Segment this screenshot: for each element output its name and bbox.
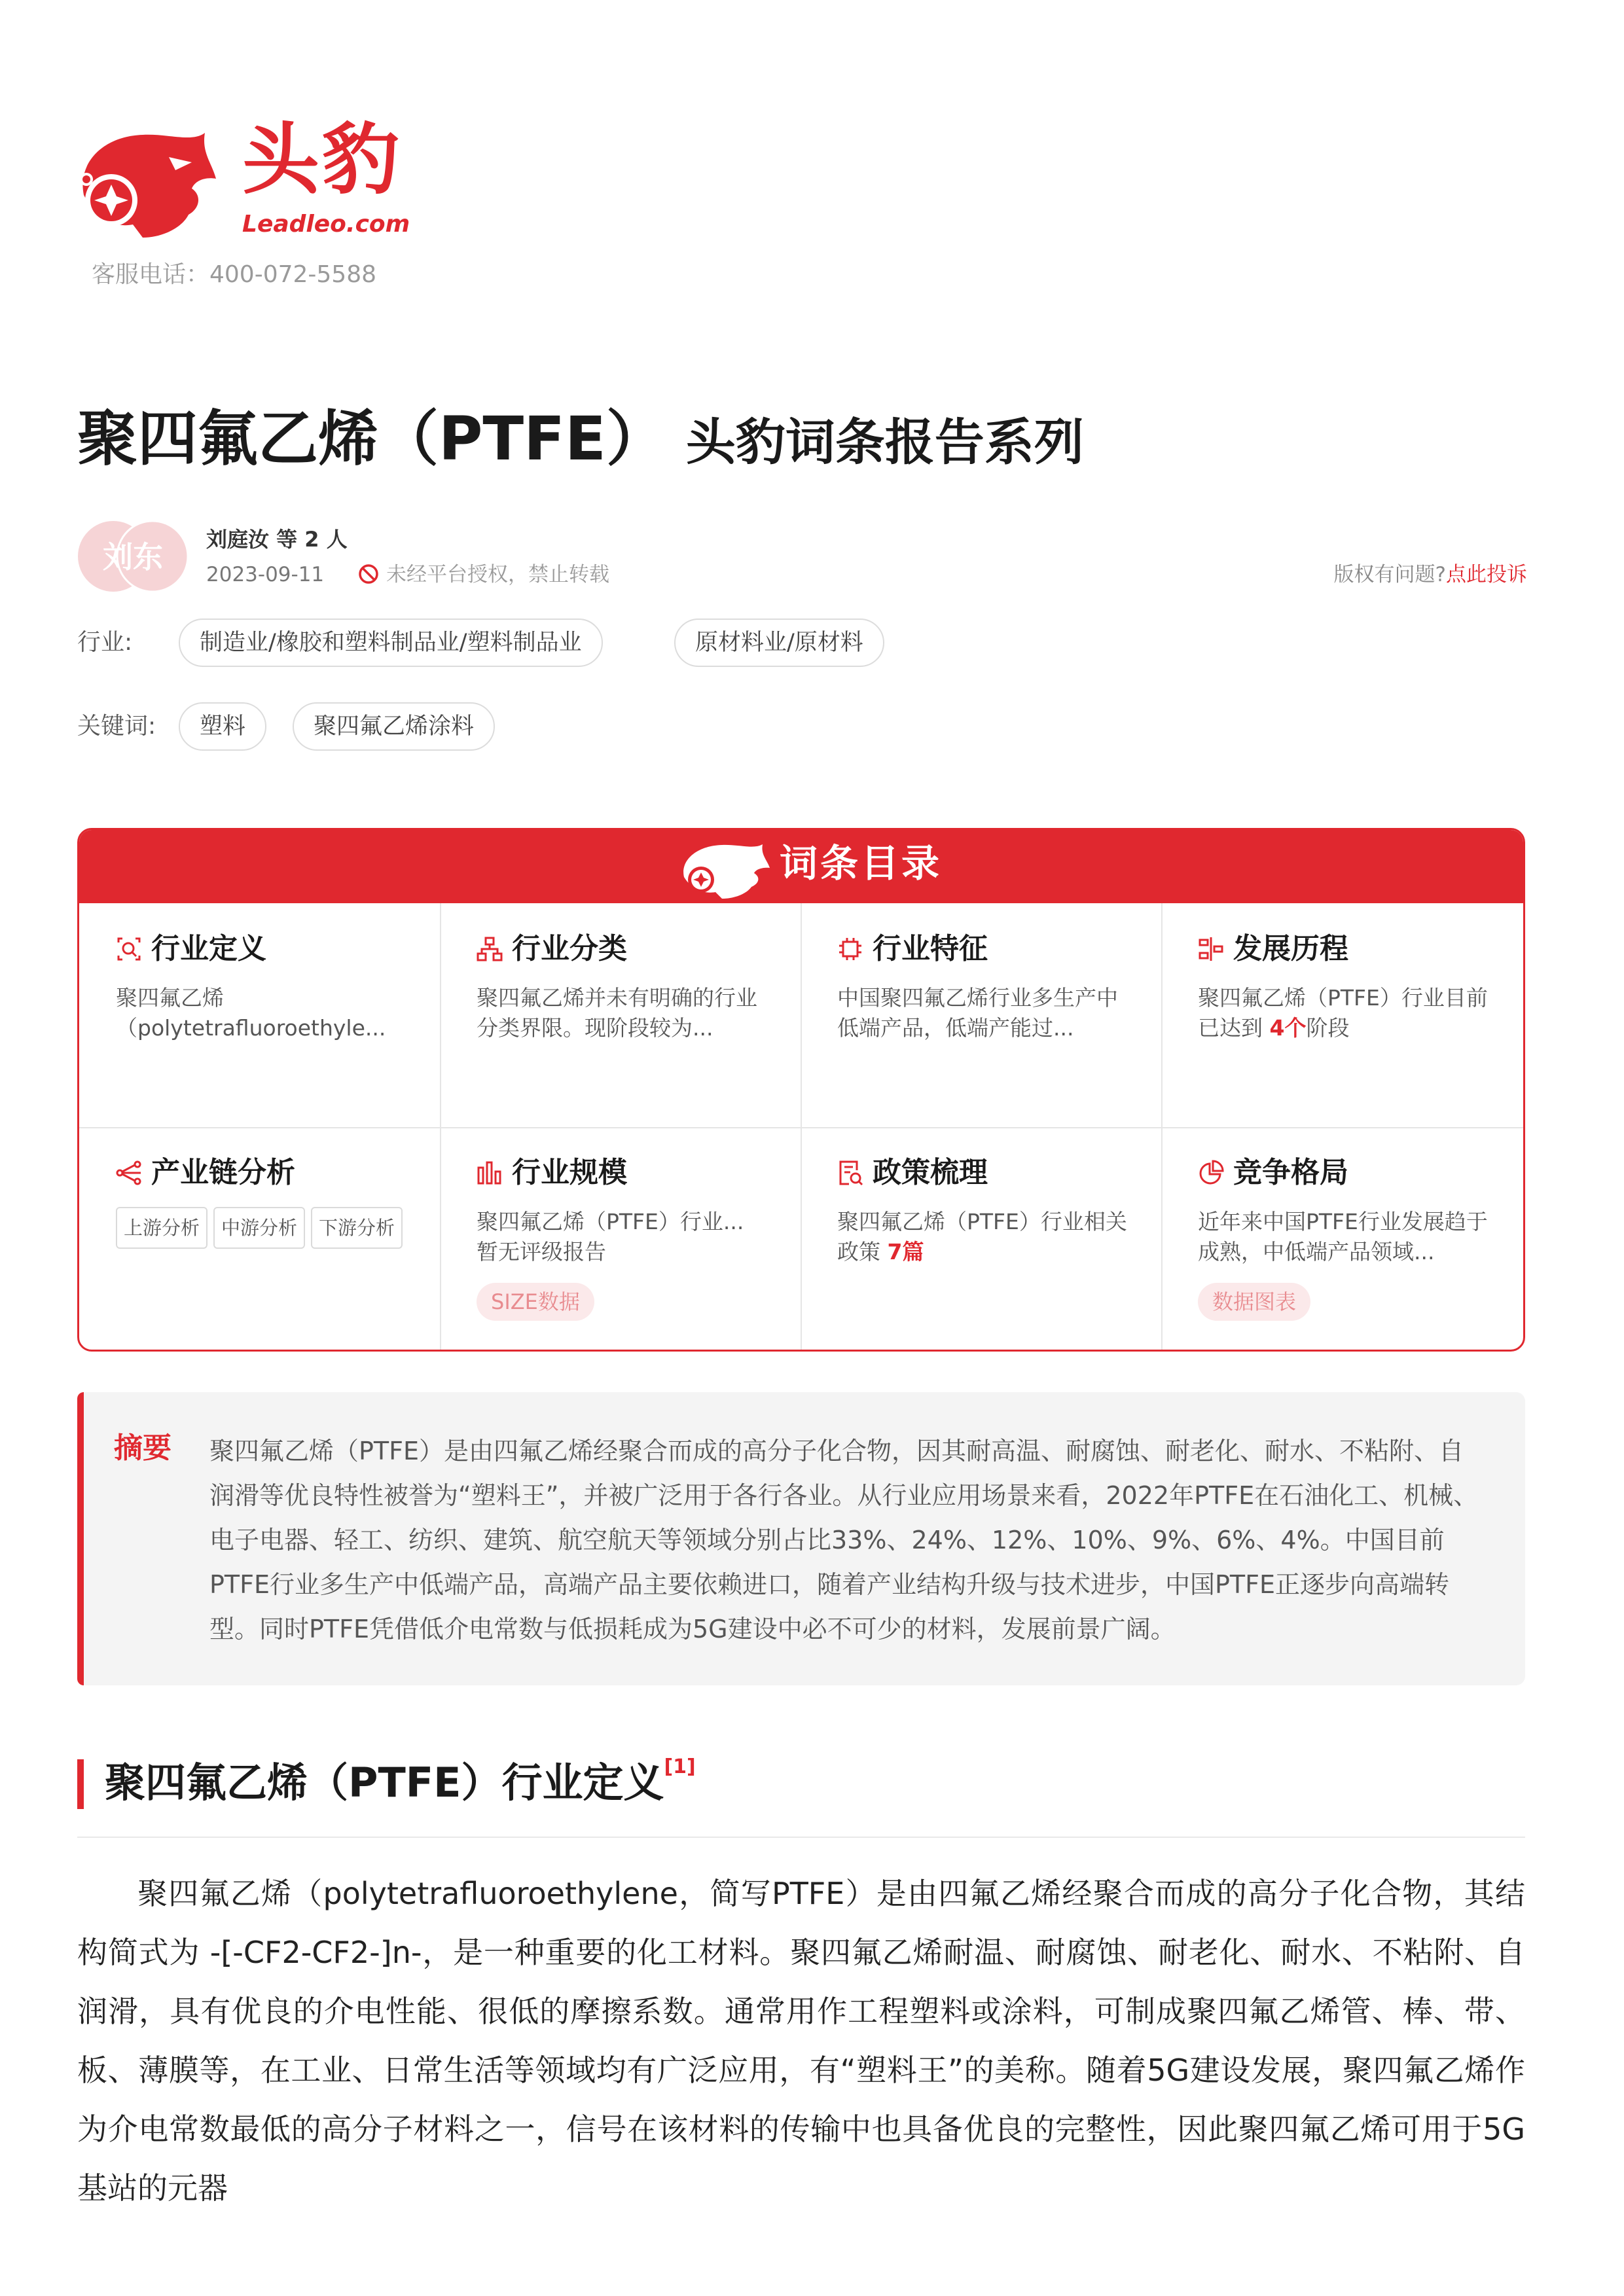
- section-divider: [77, 1837, 1525, 1838]
- toc-item-policy[interactable]: [801, 1127, 1161, 1351]
- author-names[interactable]: 刘庭汝 等 2 人: [206, 527, 348, 552]
- toc-item-history[interactable]: [1161, 903, 1522, 1127]
- toc-item-desc: 聚四氟乙烯（polytetrafluoroethyle...: [116, 985, 386, 1041]
- author-avatar[interactable]: [77, 520, 189, 592]
- toc-item-market-size[interactable]: [440, 1127, 801, 1351]
- chip-icon: [837, 936, 863, 962]
- toc-item-desc: 近年来中国PTFE行业发展趋于成熟，中低端产品领域...: [1198, 1209, 1488, 1265]
- section-body: 聚四氟乙烯（polytetrafluoroethylene，简写PTFE）是由四氟乙烯经聚合而成的高分子化合物，其结构简式为 -[-CF2-CF2-]n-，是一种重要的化工材料。聚四氟乙烯耐温、耐腐蚀、耐老化、耐水、不粘附、自润滑，具有优良的介电性能、很低的摩擦系数。通常用作工程塑料或涂料，可制成聚四氟乙烯管、棒、带、板、薄膜等，在工业、日常生活等领域均有广泛应用，有“塑料王”的美称。随着5G建设发展，聚四氟乙烯作为介电常数最低的高分子材料之一，信号在该材料的传输中也具备优良的完整性，因此聚四氟乙烯可用于5G基站的元器: [77, 1876, 1525, 2206]
- timeline-icon: [1198, 936, 1224, 962]
- toc-desc-text: 聚四氟乙烯（PTFE）行业目前已达到: [1198, 985, 1488, 1041]
- brand-domain[interactable]: Leadleo.com: [242, 211, 410, 238]
- toc-item-desc: [837, 1207, 1132, 1267]
- toc-desc-line: 聚四氟乙烯（PTFE）行业...: [477, 1209, 744, 1234]
- copyright-question: 版权有问题?: [1333, 563, 1446, 586]
- industry-tag[interactable]: 原材料业/原材料: [674, 619, 884, 667]
- downstream-analysis-chip[interactable]: 下游分析: [311, 1207, 403, 1249]
- toc-item-title: 行业特征: [873, 932, 988, 965]
- toc-header: [79, 830, 1523, 903]
- policy-doc-icon: [837, 1160, 863, 1186]
- industry-label: 行业:: [77, 629, 133, 656]
- midstream-analysis-chip[interactable]: 中游分析: [213, 1207, 305, 1249]
- toc-item-desc: 中国聚四氟乙烯行业多生产中低端产品，低端产能过...: [837, 985, 1118, 1041]
- size-data-pill[interactable]: SIZE数据: [477, 1283, 594, 1321]
- toc-desc-text: 阶段: [1306, 1015, 1350, 1041]
- chain-icon: [116, 1160, 142, 1186]
- stage-count: 4个: [1269, 1015, 1307, 1041]
- toc-item-desc: [477, 1207, 771, 1267]
- section-title: [105, 1757, 696, 1810]
- bar-chart-icon: [477, 1160, 503, 1186]
- toc-item-title: 行业分类: [512, 932, 627, 965]
- avatar-text: 刘东: [103, 539, 163, 575]
- keyword-tag[interactable]: 塑料: [179, 702, 266, 751]
- summary-text: 聚四氟乙烯（PTFE）是由四氟乙烯经聚合而成的高分子化合物，因其耐高温、耐腐蚀、耐老化、耐水、不粘附、自润滑等优良特性被誉为“塑料王”，并被广泛用于各行各业。从行业应用场景来看，2022年PTFE在石油化工、机械、电子电器、轻工、纺织、建筑、航空航天等领域分别占比33%、24%、12%、10%、9%、6%、4%。中国目前PTFE行业多生产中低端产品，高端产品主要依赖进口，随着产业结构升级与技术进步，中国PTFE正逐步向高端转型。同时PTFE凭借低介电常数与低损耗成为5G建设中必不可少的材料，发展前景广阔。: [209, 1437, 1479, 1643]
- service-hotline: 客服电话：400-072-5588: [92, 261, 377, 288]
- toc-item-title: 行业定义: [151, 932, 266, 965]
- title-sub: 头豹词条报告系列: [685, 413, 1084, 471]
- toc-item-features[interactable]: [801, 903, 1161, 1127]
- toc-panel: [77, 828, 1525, 1352]
- toc-item-title: 产业链分析: [151, 1156, 295, 1189]
- summary-accent-bar: [77, 1392, 84, 1685]
- toc-item-desc: [1198, 983, 1492, 1043]
- keyword-tag[interactable]: 聚四氟乙烯涂料: [293, 702, 495, 751]
- policy-count: 7篇: [887, 1239, 924, 1265]
- upstream-analysis-chip[interactable]: 上游分析: [116, 1207, 208, 1249]
- leopard-logo-icon: [675, 836, 773, 902]
- search-doc-icon: [116, 936, 142, 962]
- toc-item-title: 竞争格局: [1233, 1156, 1348, 1189]
- toc-item-competition[interactable]: [1161, 1127, 1522, 1351]
- pie-chart-icon: [1198, 1160, 1224, 1186]
- brand-name: 头豹: [242, 115, 403, 205]
- summary-label: 摘要: [114, 1431, 171, 1465]
- toc-item-desc: 聚四氟乙烯并未有明确的行业分类界限。现阶段较为...: [477, 985, 757, 1041]
- toc-item-industry-chain[interactable]: [79, 1127, 440, 1351]
- no-repost-notice: 未经平台授权，禁止转载: [386, 563, 609, 586]
- toc-item-definition[interactable]: [79, 903, 440, 1127]
- toc-item-classification[interactable]: [440, 903, 801, 1127]
- industry-tag[interactable]: 制造业/橡胶和塑料制品业/塑料制品业: [179, 619, 603, 667]
- reference-link[interactable]: [1]: [664, 1755, 696, 1778]
- page-title: [77, 404, 1084, 474]
- data-chart-pill[interactable]: 数据图表: [1198, 1283, 1310, 1321]
- forbidden-icon: [357, 563, 380, 585]
- toc-title: 词条目录: [780, 841, 943, 886]
- section-title-text: 聚四氟乙烯（PTFE）行业定义: [105, 1759, 664, 1806]
- summary-box: [77, 1392, 1525, 1685]
- title-main: 聚四氟乙烯（PTFE）: [77, 404, 666, 474]
- toc-item-title: 行业规模: [512, 1156, 627, 1189]
- toc-item-title: 政策梳理: [873, 1156, 988, 1189]
- publish-date: 2023-09-11: [206, 563, 325, 586]
- toc-item-title: 发展历程: [1233, 932, 1348, 965]
- toc-desc-text: 聚四氟乙烯（PTFE）行业相关政策: [837, 1209, 1127, 1265]
- section-accent-bar: [77, 1759, 84, 1809]
- complaint-link[interactable]: 点此投诉: [1446, 563, 1527, 586]
- copyright-line: [1334, 565, 1527, 585]
- leopard-logo-icon[interactable]: [71, 117, 221, 247]
- keyword-label: 关键词:: [77, 713, 156, 740]
- hierarchy-icon: [477, 936, 503, 962]
- rating-notice: 暂无评级报告: [477, 1239, 606, 1265]
